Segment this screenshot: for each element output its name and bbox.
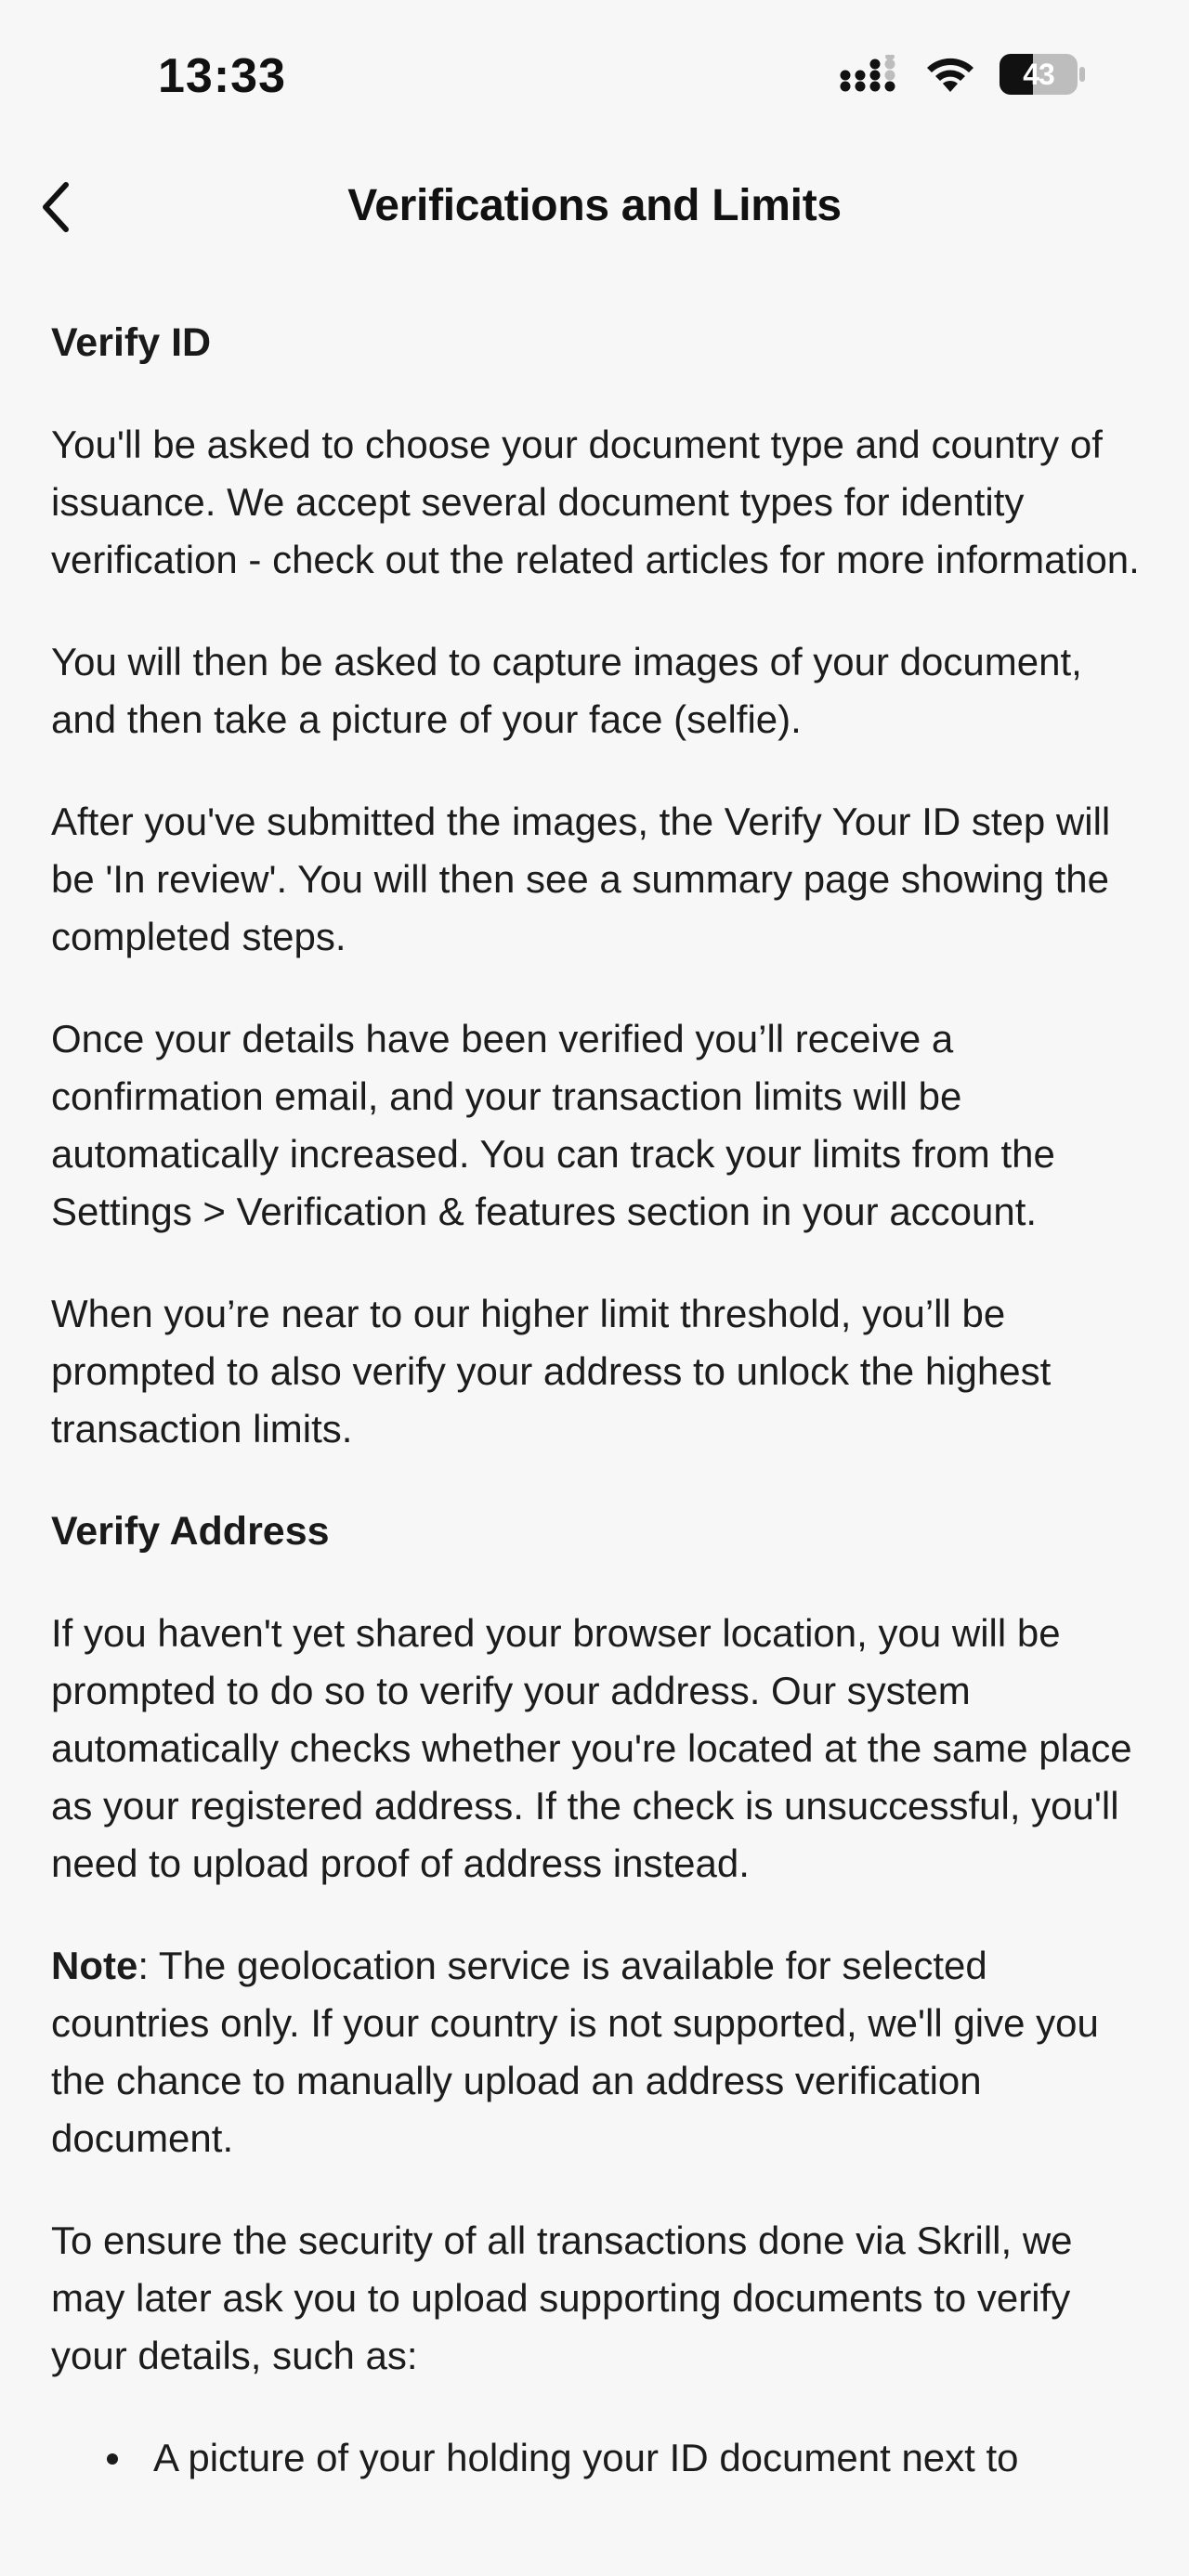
paragraph-supporting-documents: To ensure the security of all transactions done via Skrill, we may later ask you to upload supporting documents to verify your details, such as: — [51, 2218, 1073, 2377]
note-label: Note — [51, 1944, 138, 1987]
status-time: 13:33 — [158, 49, 286, 103]
page-title: Verifications and Limits — [347, 181, 842, 230]
battery-level: 43 — [1023, 58, 1054, 91]
paragraph-capture-images: You will then be asked to capture images of your document, and then take a picture of your face (selfie). — [51, 640, 1082, 741]
paragraph-browser-location: If you haven't yet shared your browser location, you will be prompted to do so to verify your address. Our system automatically checks whether you're located at the same place as your registered address. If the check is unsuccessful, you'll need to upload proof of address instead. — [51, 1611, 1132, 1885]
list-item: A picture of your holding your ID document next to — [153, 2429, 1147, 2487]
paragraph-note — [51, 1937, 1147, 2167]
paragraph-document-type: You'll be asked to choose your document type and country of issuance. We accept several document types for identity verification - check out the related articles for more information. — [51, 423, 1140, 581]
paragraph-in-review: After you've submitted the images, the Verify Your ID step will be 'In review'. You will then see a summary page showing the completed steps. — [51, 800, 1111, 958]
wifi-icon — [923, 55, 977, 94]
status-icons — [840, 54, 1085, 95]
signal-icon — [840, 55, 901, 94]
verify-address-heading: Verify Address — [51, 1509, 330, 1554]
paragraph-limits-increased: Once your details have been verified you’ll receive a confirmation email, and your transaction limits will be automatically increased. You can track your limits from the Settings > Verification & features section in your account. — [51, 1017, 1055, 1233]
paragraph-higher-limit: When you’re near to our higher limit threshold, you’ll be prompted to also verify your address to unlock the highest transaction limits. — [51, 1292, 1052, 1451]
battery-icon — [1000, 54, 1085, 95]
article-content — [51, 297, 1147, 2487]
verify-id-heading: Verify ID — [51, 320, 212, 365]
note-text: : The geolocation service is available for selected countries only. If your country is not supported, we'll give you the chance to manually upload an address verification document. — [51, 1944, 1099, 2160]
nav-bar — [0, 158, 1189, 260]
status-bar — [0, 0, 1189, 158]
supporting-documents-list — [51, 2429, 1147, 2487]
